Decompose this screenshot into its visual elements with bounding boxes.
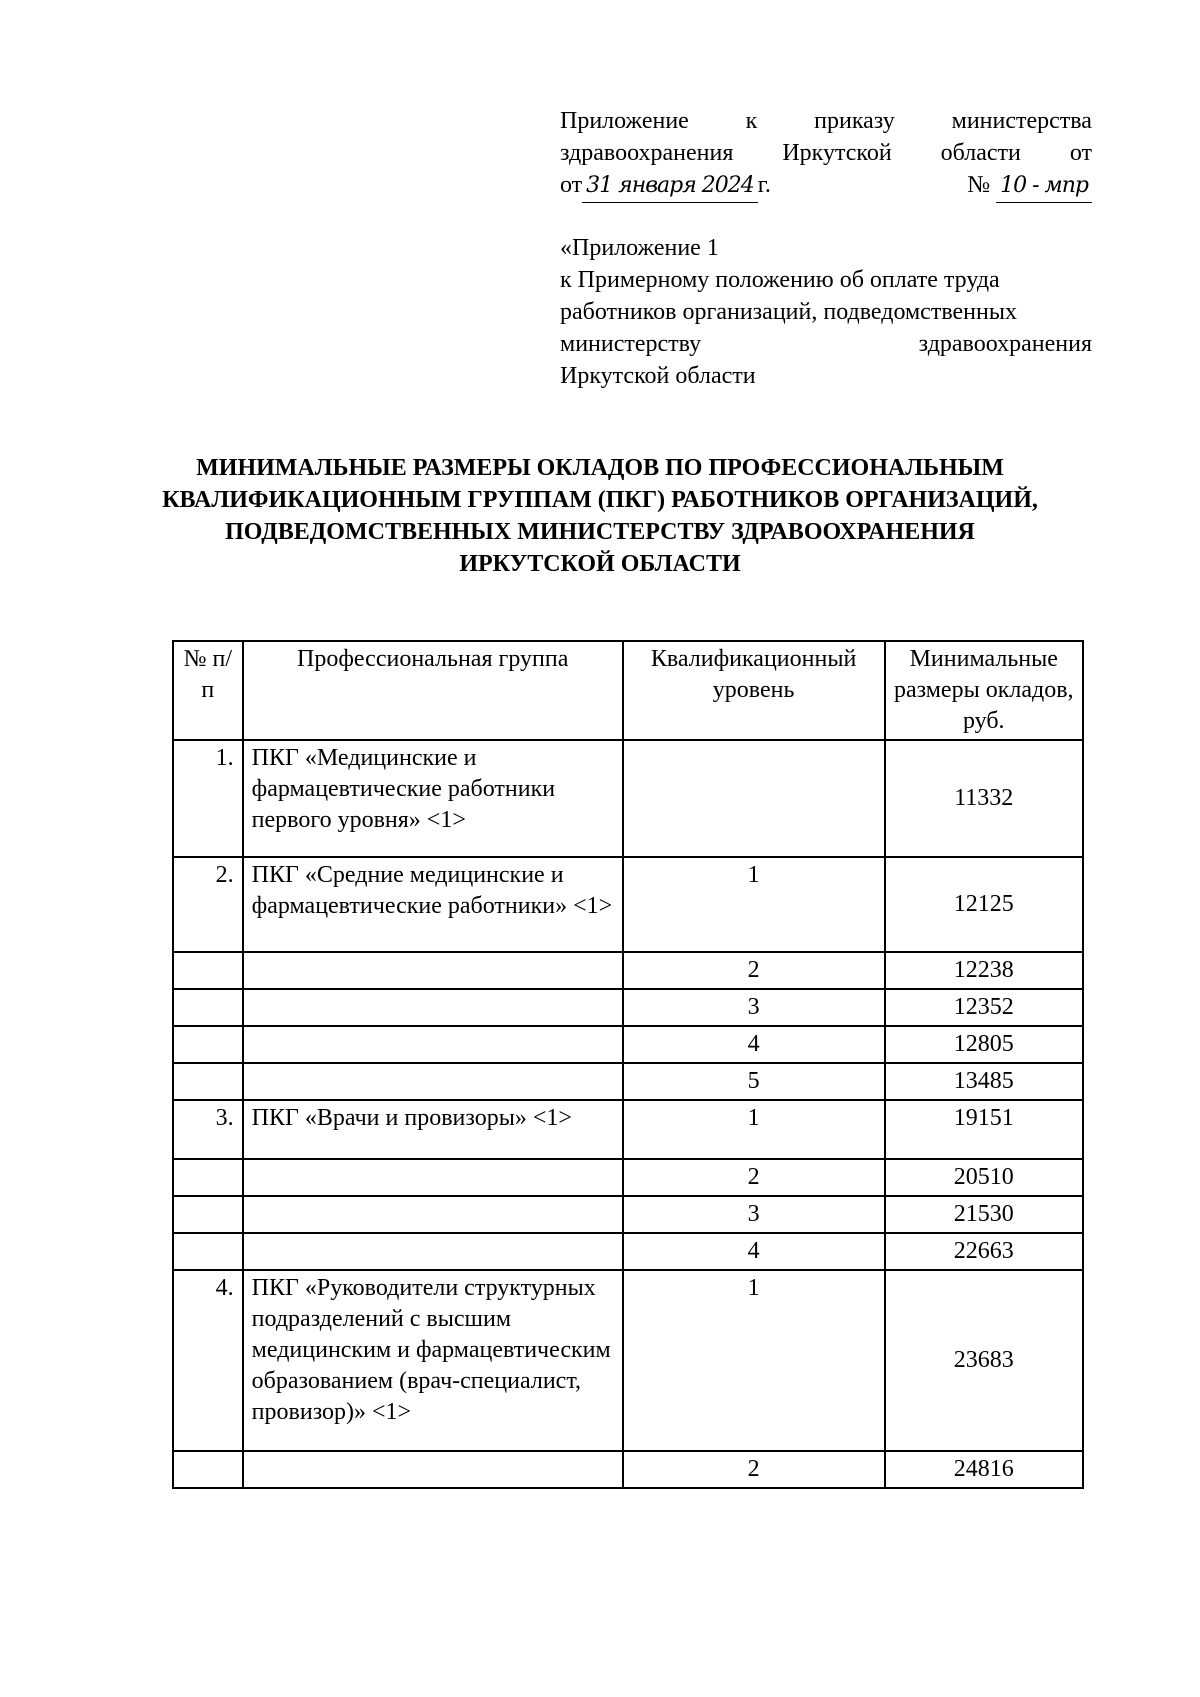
- professional-group: ПКГ «Медицинские и фармацевтические работники первого уровня» <1>: [243, 740, 623, 857]
- minimum-salary: 23683: [885, 1270, 1084, 1451]
- professional-group: [243, 1159, 623, 1196]
- row-number: [173, 1026, 243, 1063]
- annex-reference: [560, 232, 1092, 392]
- qualification-level: 1: [623, 1100, 885, 1159]
- minimum-salary: 19151: [885, 1100, 1084, 1159]
- text: к Примерному положению об оплате труда: [560, 267, 1000, 293]
- text: министерства: [951, 108, 1092, 134]
- text: к: [745, 108, 758, 134]
- professional-group: [243, 1196, 623, 1233]
- qualification-level: 3: [623, 989, 885, 1026]
- table-row: [173, 1100, 1083, 1159]
- text: от: [1069, 140, 1092, 166]
- professional-group: [243, 1063, 623, 1100]
- table-row: [173, 1270, 1083, 1451]
- text: Иркутской: [782, 140, 892, 166]
- col-header-number: № п/п: [173, 641, 243, 740]
- col-header-salary: Минимальные размеры окладов, руб.: [885, 641, 1084, 740]
- professional-group: ПКГ «Руководители структурных подразделений с высшим медицинским и фармацевтическим образованием (врач-специалист, провизор)» <1>: [243, 1270, 623, 1451]
- row-number: [173, 1159, 243, 1196]
- date-suffix: г.: [757, 172, 771, 198]
- minimum-salary: 24816: [885, 1451, 1084, 1488]
- table-row: [173, 1196, 1083, 1233]
- minimum-salary: 11332: [885, 740, 1084, 857]
- text: «Приложение 1: [560, 235, 719, 261]
- professional-group: [243, 952, 623, 989]
- table-row: [173, 952, 1083, 989]
- date-prefix: от: [560, 172, 583, 198]
- table-row: [173, 1451, 1083, 1488]
- qualification-level: 2: [623, 952, 885, 989]
- minimum-salary: 12805: [885, 1026, 1084, 1063]
- qualification-level: 1: [623, 1270, 885, 1451]
- qualification-level: 4: [623, 1026, 885, 1063]
- minimum-salary: 12125: [885, 857, 1084, 952]
- table-row: [173, 1159, 1083, 1196]
- handwritten-date: 31 января 2024: [582, 170, 758, 203]
- minimum-salary: 12238: [885, 952, 1084, 989]
- qualification-level: 3: [623, 1196, 885, 1233]
- professional-group: ПКГ «Врачи и провизоры» <1>: [243, 1100, 623, 1159]
- table-header-row: [173, 641, 1083, 740]
- text: области: [940, 140, 1021, 166]
- salary-table: [172, 640, 1084, 1489]
- qualification-level: [623, 740, 885, 857]
- table-row: [173, 1233, 1083, 1270]
- qualification-level: 5: [623, 1063, 885, 1100]
- qualification-level: 2: [623, 1451, 885, 1488]
- row-number: 1.: [173, 740, 243, 857]
- row-number: [173, 989, 243, 1026]
- text: министерству: [560, 331, 702, 357]
- row-number: [173, 1063, 243, 1100]
- professional-group: [243, 1451, 623, 1488]
- text: здравоохранения: [560, 140, 734, 166]
- col-header-group: Профессиональная группа: [243, 641, 623, 740]
- qualification-level: 2: [623, 1159, 885, 1196]
- row-number: [173, 1233, 243, 1270]
- row-number: [173, 1196, 243, 1233]
- text: Иркутской области: [560, 363, 756, 389]
- professional-group: [243, 989, 623, 1026]
- document-title: МИНИМАЛЬНЫЕ РАЗМЕРЫ ОКЛАДОВ ПО ПРОФЕССИОНАЛЬНЫМ КВАЛИФИКАЦИОННЫМ ГРУППАМ (ПКГ) РАБОТНИКОВ ОРГАНИЗАЦИЙ, ПОДВЕДОМСТВЕННЫХ МИНИСТЕРСТВУ ЗДРАВООХРАНЕНИЯ ИРКУТСКОЙ ОБЛАСТИ: [162, 455, 1038, 577]
- number-prefix: №: [967, 172, 991, 198]
- handwritten-number: 10 - мпр: [996, 170, 1092, 203]
- table-row: [173, 740, 1083, 857]
- text: приказу: [814, 108, 895, 134]
- qualification-level: 1: [623, 857, 885, 952]
- professional-group: [243, 1026, 623, 1063]
- professional-group: ПКГ «Средние медицинские и фармацевтические работники» <1>: [243, 857, 623, 952]
- text: работников организаций, подведомственных: [560, 299, 1017, 325]
- row-number: 2.: [173, 857, 243, 952]
- order-reference: [560, 105, 1092, 203]
- row-number: [173, 1451, 243, 1488]
- col-header-level: Квалификационный уровень: [623, 641, 885, 740]
- minimum-salary: 13485: [885, 1063, 1084, 1100]
- row-number: [173, 952, 243, 989]
- row-number: 3.: [173, 1100, 243, 1159]
- minimum-salary: 12352: [885, 989, 1084, 1026]
- row-number: 4.: [173, 1270, 243, 1451]
- text: здравоохранения: [918, 331, 1092, 357]
- text: Приложение: [560, 108, 689, 134]
- qualification-level: 4: [623, 1233, 885, 1270]
- table-row: [173, 1063, 1083, 1100]
- minimum-salary: 21530: [885, 1196, 1084, 1233]
- table-row: [173, 857, 1083, 952]
- professional-group: [243, 1233, 623, 1270]
- minimum-salary: 20510: [885, 1159, 1084, 1196]
- table-row: [173, 989, 1083, 1026]
- table-row: [173, 1026, 1083, 1063]
- minimum-salary: 22663: [885, 1233, 1084, 1270]
